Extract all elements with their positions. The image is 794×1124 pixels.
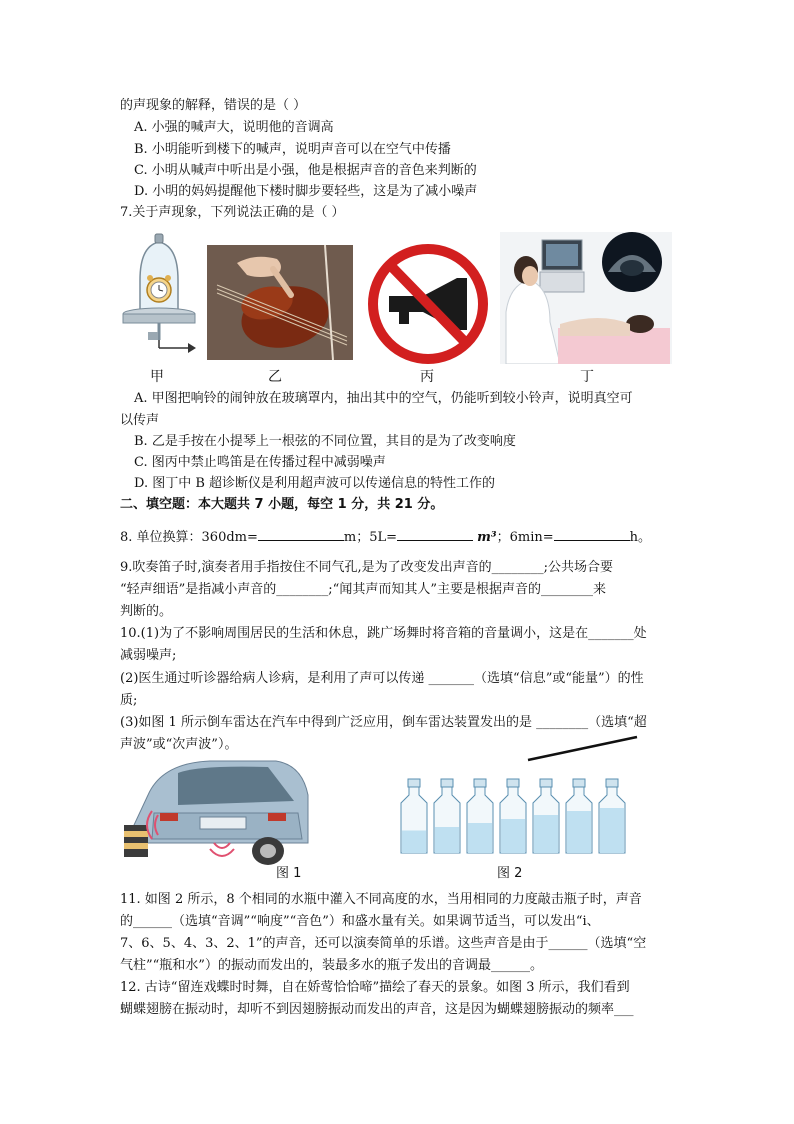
q8-blank-3[interactable] — [554, 527, 630, 541]
bell-jar-figure — [118, 228, 200, 368]
no-horn-sign — [365, 244, 491, 364]
water-bottle — [401, 779, 427, 853]
water-bottle — [434, 779, 460, 853]
caption-ding: 丁 — [580, 369, 594, 385]
q10-line-4: 质; — [120, 693, 138, 708]
q8-unit-m3: m³ — [477, 530, 497, 545]
q11-line-3: 7、6、5、4、3、2、1”的声音，还可以演奏简单的乐谱。这些声音是由于______（选填“空 — [120, 936, 647, 951]
q7-option-b: B. 乙是手按在小提琴上一根弦的不同位置，其目的是为了改变响度 — [134, 434, 516, 449]
q9-line-2: “轻声细语”是指减小声音的________;“闻其声而知其人”主要是根据声音的________来 — [120, 582, 606, 597]
caption-bing: 丙 — [420, 369, 434, 385]
caption-yi: 乙 — [268, 369, 282, 385]
water-bottle — [599, 779, 625, 853]
q8-line — [120, 527, 651, 547]
q7-option-c: C. 图丙中禁止鸣笛是在传播过程中减弱噪声 — [134, 455, 386, 470]
q10-line-2: 减弱噪声; — [120, 648, 177, 663]
q8-part-1: 8. 单位换算：360dm= — [120, 530, 258, 545]
q11-line-1: 11. 如图 2 所示，8 个相同的水瓶中灌入不同高度的水，当用相同的力度敲击瓶子时，声音 — [120, 892, 642, 907]
caption-fig2: 图 2 — [497, 866, 523, 881]
section-heading: 二、填空题：本大题共 7 小题，每空 1 分，共 21 分。 — [120, 497, 444, 512]
q7-stem: 7.关于声现象，下列说法正确的是（ ） — [120, 205, 345, 220]
q10-line-6: 声波”或“次声波”）。 — [120, 737, 238, 752]
reversing-radar-figure — [118, 755, 313, 867]
q10-line-5: (3)如图 1 所示倒车雷达在汽车中得到广泛应用，倒车雷达装置发出的是 ________（选填“超 — [120, 715, 647, 730]
caption-fig1: 图 1 — [276, 866, 302, 881]
q8-blank-2[interactable] — [397, 527, 473, 541]
water-bottle — [467, 779, 493, 853]
water-bottle — [533, 779, 559, 853]
q8-part-4: ；6min= — [496, 530, 554, 545]
violin-figure — [207, 245, 353, 360]
water-bottle — [566, 779, 592, 853]
q11-line-4: 气柱”“瓶和水”）的振动而发出的，装最多水的瓶子发出的音调最______。 — [120, 958, 543, 973]
q11-line-2: 的______（选填“音调”“响度”“音色”）和盛水量有关。如果调节适当，可以发出“i、 — [120, 914, 600, 929]
water-bottles-figure — [395, 733, 640, 859]
q6-option-d: D. 小明的妈妈提醒他下楼时脚步要轻些，这是为了减小噪声 — [134, 184, 478, 199]
q12-line-2: 蝴蝶翅膀在振动时，却听不到因翅膀振动而发出的声音，这是因为蝴蝶翅膀振动的频率___ — [120, 1002, 634, 1017]
q8-part-2: m；5L= — [343, 530, 398, 545]
q7-option-d: D. 图丁中 B 超诊断仪是利用超声波可以传递信息的特性工作的 — [134, 476, 496, 491]
q10-line-3: (2)医生通过听诊器给病人诊病，是利用了声可以传递 _______（选填“信息”或“能量”）的性 — [120, 671, 644, 686]
water-bottle — [500, 779, 526, 853]
q12-line-1: 12. 古诗“留连戏蝶时时舞，自在娇莺恰恰啼”描绘了春天的景象。如图 3 所示，我们看到 — [120, 980, 630, 995]
q7-option-a: A. 甲图把响铃的闹钟放在玻璃罩内，抽出其中的空气，仍能听到较小铃声，说明真空可 — [134, 391, 633, 406]
q6-option-c: C. 小明从喊声中听出是小强，他是根据声音的音色来判断的 — [134, 163, 477, 178]
q10-line-1: 10.(1)为了不影响周围居民的生活和休息，跳广场舞时将音箱的音量调小，这是在_______处 — [120, 626, 647, 641]
ultrasound-figure — [500, 232, 672, 364]
q9-line-3: 判断的。 — [120, 604, 173, 619]
q7-option-a-cont: 以传声 — [120, 413, 160, 428]
q8-part-5: h。 — [629, 530, 652, 545]
q9-line-1: 9.吹奏笛子时,演奏者用手指按住不同气孔,是为了改变发出声音的________;公共场合要 — [120, 560, 614, 575]
q6-option-a: A. 小强的喊声大，说明他的音调高 — [134, 120, 334, 135]
q8-blank-1[interactable] — [258, 527, 344, 541]
q6-stem: 的声现象的解释，错误的是（ ） — [120, 98, 307, 113]
caption-jia: 甲 — [150, 369, 164, 385]
q6-option-b: B. 小明能听到楼下的喊声，说明声音可以在空气中传播 — [134, 142, 451, 157]
